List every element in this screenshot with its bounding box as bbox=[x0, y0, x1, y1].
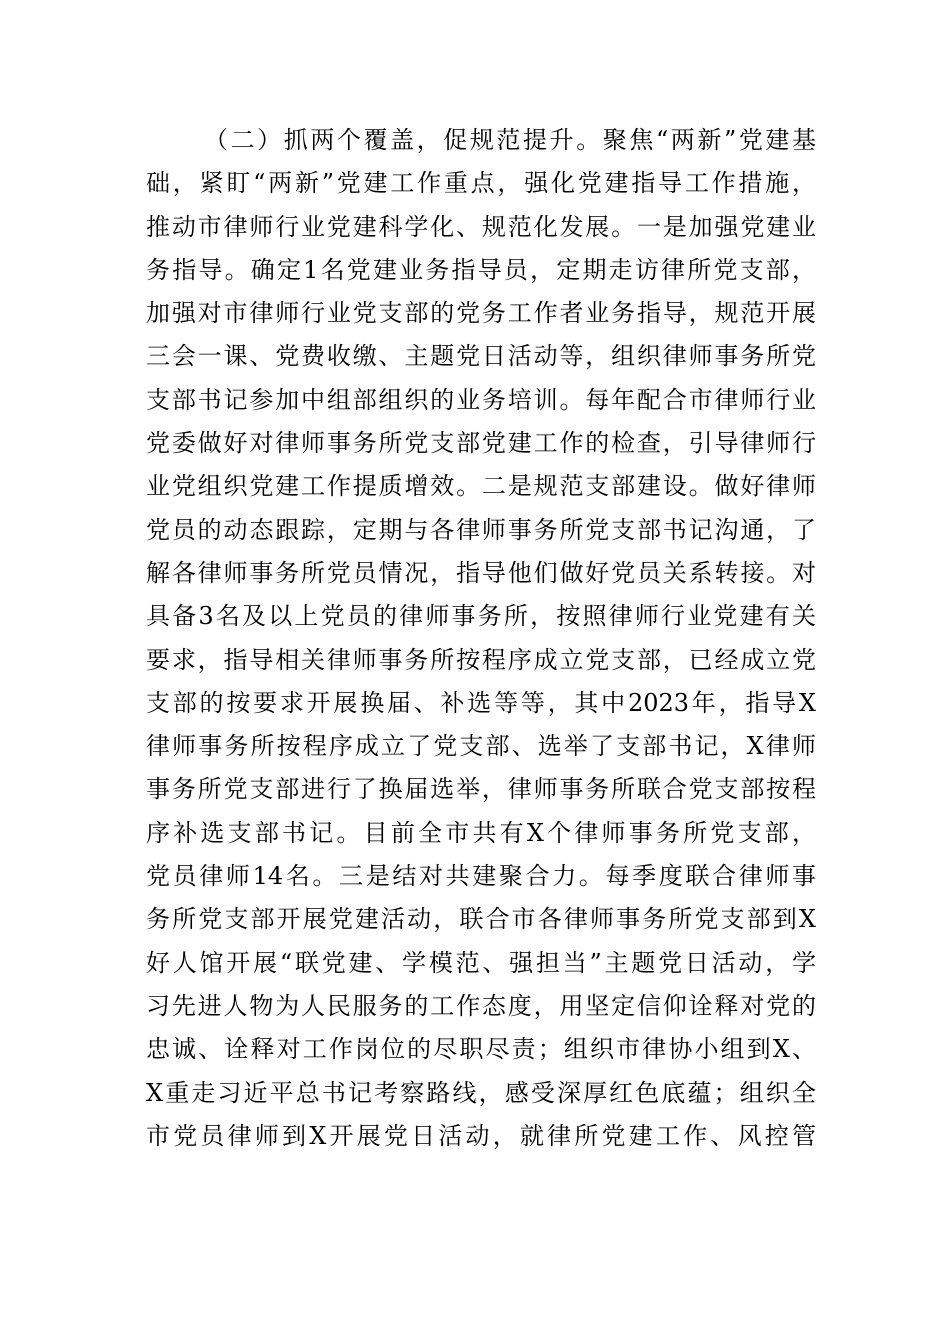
paragraph-line: 要求，指导相关律师事务所按程序成立党支部，已经成立党 bbox=[146, 645, 816, 674]
paragraph-line: 解各律师事务所党员情况，指导他们做好党员关系转接。对 bbox=[146, 558, 816, 587]
paragraph-line: 好人馆开展“联党建、学模范、强担当”主题党日活动，学 bbox=[146, 948, 816, 977]
paragraph-line: 习先进人物为人民服务的工作态度，用坚定信仰诠释对党的 bbox=[146, 991, 816, 1020]
paragraph-line: （二）抓两个覆盖，促规范提升。聚焦“两新”党建基 bbox=[204, 126, 816, 154]
paragraph-line: 推动市律师行业党建科学化、规范化发展。一是加强党建业 bbox=[146, 212, 816, 241]
paragraph-line: 三会一课、党费收缴、主题党日活动等，组织律师事务所党 bbox=[146, 342, 816, 371]
paragraph-line: 础，紧盯“两新”党建工作重点，强化党建指导工作措施， bbox=[146, 169, 816, 198]
paragraph-line: 具备3名及以上党员的律师事务所，按照律师行业党建有关 bbox=[146, 602, 816, 631]
paragraph-line: X重走习近平总书记考察路线，感受深厚红色底蕴；组织全 bbox=[146, 1078, 816, 1107]
paragraph-line: 业党组织党建工作提质增效。二是规范支部建设。做好律师 bbox=[146, 472, 816, 501]
paragraph-line: 务所党支部开展党建活动，联合市各律师事务所党支部到X bbox=[146, 905, 816, 934]
paragraph-line: 党委做好对律师事务所党支部党建工作的检查，引导律师行 bbox=[146, 429, 816, 458]
body-paragraph bbox=[146, 119, 816, 1158]
paragraph-line: 务指导。确定1名党建业务指导员，定期走访律所党支部， bbox=[146, 255, 816, 284]
paragraph-line: 事务所党支部进行了换届选举，律师事务所联合党支部按程 bbox=[146, 775, 816, 804]
paragraph-line: 市党员律师到X开展党日活动，就律所党建工作、风控管 bbox=[146, 1121, 816, 1150]
paragraph-line: 忠诚、诠释对工作岗位的尽职尽责；组织市律协小组到X、 bbox=[146, 1035, 816, 1064]
paragraph-line: 序补选支部书记。目前全市共有X个律师事务所党支部， bbox=[146, 818, 816, 847]
paragraph-line: 律师事务所按程序成立了党支部、选举了支部书记，X律师 bbox=[146, 732, 816, 761]
paragraph-line: 支部书记参加中组部组织的业务培训。每年配合市律师行业 bbox=[146, 385, 816, 414]
paragraph-line: 支部的按要求开展换届、补选等等，其中2023年，指导X bbox=[146, 688, 816, 717]
paragraph-line: 加强对市律师行业党支部的党务工作者业务指导，规范开展 bbox=[146, 299, 816, 328]
paragraph-line: 党员律师14名。三是结对共建聚合力。每季度联合律师事 bbox=[146, 862, 816, 891]
paragraph-line: 党员的动态跟踪，定期与各律师事务所党支部书记沟通，了 bbox=[146, 515, 816, 544]
